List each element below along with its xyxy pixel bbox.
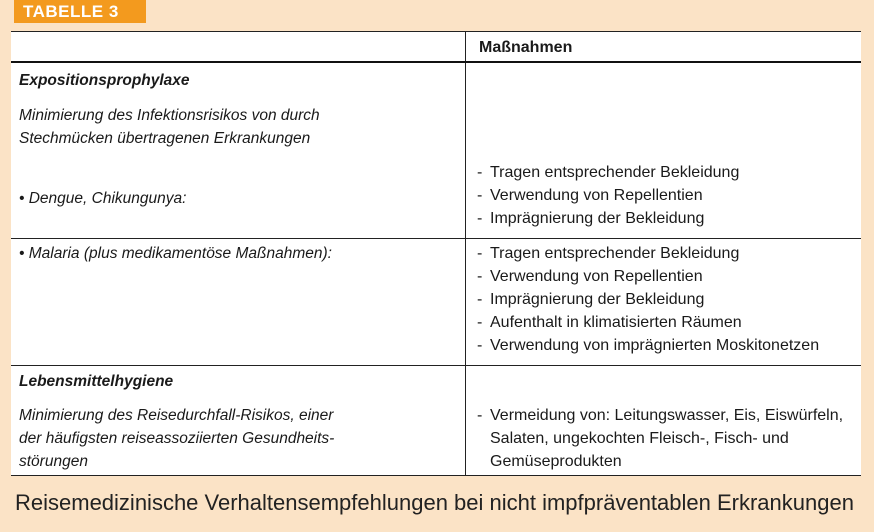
desc-line: Stechmücken übertragenen Erkrankungen xyxy=(19,130,311,147)
column-divider xyxy=(465,32,466,475)
measures-food xyxy=(477,404,843,473)
measure-item: - Tragen entsprechender Bekleidung xyxy=(477,245,740,262)
measures-dengue xyxy=(477,161,739,230)
table-caption: Reisemedizinische Verhaltensempfehlungen bei nicht impfpräventablen Erkrankungen xyxy=(15,490,854,515)
section-desc-exposure xyxy=(19,104,320,150)
measure-item: - Vermeidung von: Leitungswasser, Eis, Eiswürfeln, xyxy=(477,407,844,424)
disease-dengue: • Dengue, Chikungunya: xyxy=(19,190,187,207)
desc-line: Minimierung des Reisedurchfall-Risikos, einer xyxy=(19,407,334,424)
desc-line: störungen xyxy=(19,453,88,470)
section-title-exposure: Expositionsprophylaxe xyxy=(19,72,190,89)
row-divider xyxy=(11,365,861,366)
section-title-food: Lebensmittelhygiene xyxy=(19,373,174,390)
measure-item: - Aufenthalt in klimatisierten Räumen xyxy=(477,314,742,331)
desc-line: der häufigsten reiseassoziierten Gesundheits- xyxy=(19,430,335,447)
table-number-tab: TABELLE 3 xyxy=(14,0,146,23)
measure-item-continued: Salaten, ungekochten Fleisch-, Fisch- und xyxy=(490,430,789,447)
section-desc-food xyxy=(19,404,334,473)
measure-item: - Verwendung von Repellentien xyxy=(477,268,703,285)
column-header-measures: Maßnahmen xyxy=(479,39,573,56)
desc-line: Minimierung des Infektionsrisikos von durch xyxy=(19,107,320,124)
measure-item: - Verwendung von imprägnierten Moskitonetzen xyxy=(477,337,820,354)
disease-malaria: • Malaria (plus medikamentöse Maßnahmen): xyxy=(19,245,332,262)
measure-item-continued: Gemüseprodukten xyxy=(490,453,622,470)
measures-malaria xyxy=(477,242,819,357)
header-divider xyxy=(11,61,861,63)
measure-item: - Tragen entsprechender Bekleidung xyxy=(477,164,740,181)
recommendations-table xyxy=(11,31,861,476)
measure-item: - Verwendung von Repellentien xyxy=(477,187,703,204)
measure-item: - Imprägnierung der Bekleidung xyxy=(477,291,705,308)
row-divider xyxy=(11,238,861,239)
measure-item: - Imprägnierung der Bekleidung xyxy=(477,210,705,227)
